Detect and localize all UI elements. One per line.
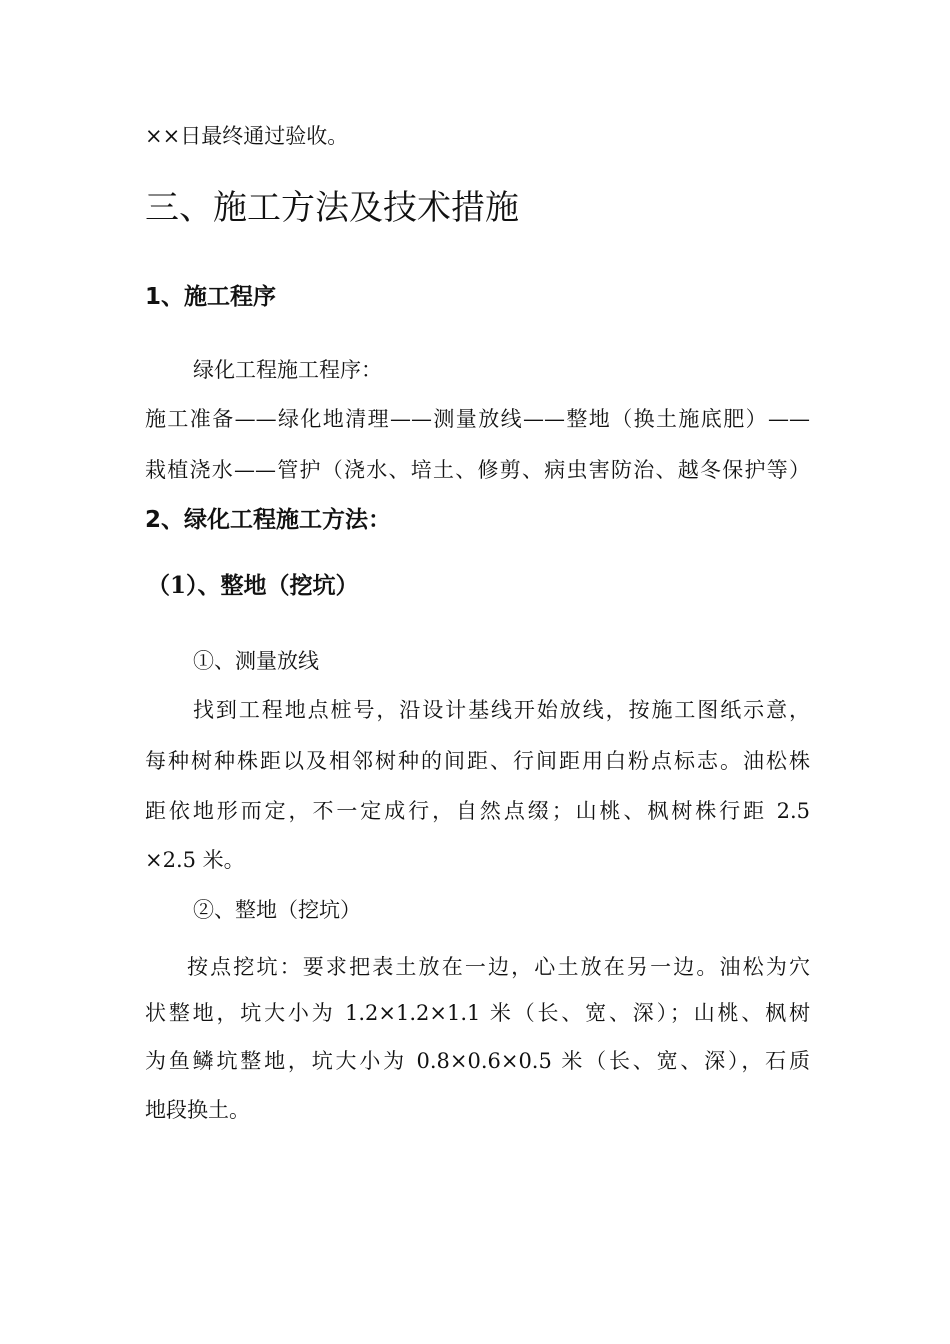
step-2-paragraph-line: 按点挖坑：要求把表土放在一边，心土放在另一边。油松为穴 bbox=[187, 955, 810, 979]
step-1-paragraph-line: 每种树种株距以及相邻树种的间距、行间距用白粉点标志。油松株 bbox=[145, 749, 810, 773]
step-1-paragraph-line: ×2.5 米。 bbox=[145, 848, 245, 872]
procedure-sequence-line: 施工准备——绿化地清理——测量放线——整地（换土施底肥）—— bbox=[145, 407, 810, 431]
procedure-intro: 绿化工程施工程序： bbox=[193, 358, 382, 382]
step-2-title: ②、整地（挖坑） bbox=[193, 898, 361, 922]
continuation-line: ××日最终通过验收。 bbox=[145, 124, 349, 148]
subsection-2-title: 2、绿化工程施工方法： bbox=[145, 507, 392, 533]
step-2-paragraph-line: 为鱼鳞坑整地，坑大小为 0.8×0.6×0.5 米（长、宽、深），石质 bbox=[145, 1049, 810, 1073]
procedure-sequence-line: 栽植浇水——管护（浇水、培土、修剪、病虫害防治、越冬保护等） bbox=[145, 458, 810, 482]
section-title: 三、施工方法及技术措施 bbox=[145, 188, 519, 228]
item-1-title: （1）、整地（挖坑） bbox=[147, 572, 359, 599]
step-1-paragraph-line: 距依地形而定，不一定成行，自然点缀；山桃、枫树株行距 2.5 bbox=[145, 799, 810, 823]
step-1-title: ①、测量放线 bbox=[193, 649, 319, 673]
subsection-1-title: 1、施工程序 bbox=[145, 284, 277, 310]
step-2-paragraph-line: 地段换土。 bbox=[145, 1098, 250, 1122]
step-2-paragraph-line: 状整地，坑大小为 1.2×1.2×1.1 米（长、宽、深）；山桃、枫树 bbox=[145, 1001, 810, 1025]
step-1-paragraph-line: 找到工程地点桩号，沿设计基线开始放线，按施工图纸示意， bbox=[193, 698, 810, 722]
